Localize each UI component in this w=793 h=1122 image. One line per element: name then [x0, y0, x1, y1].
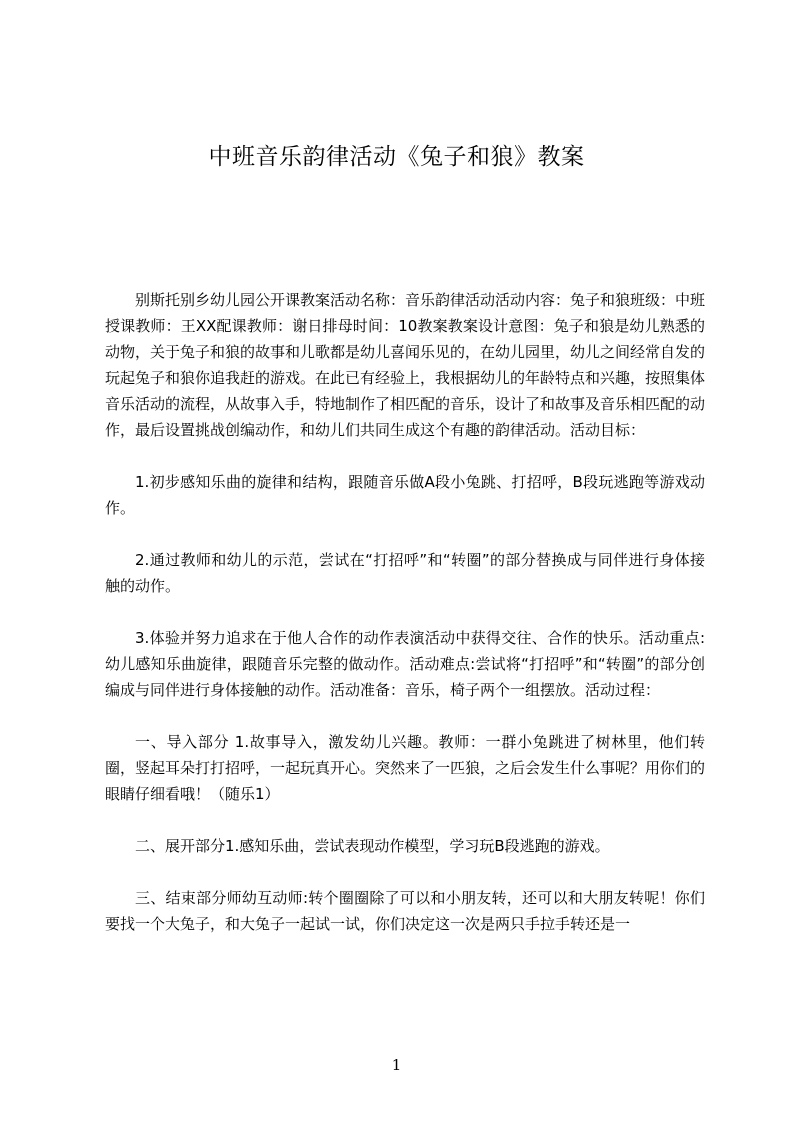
document-body	[105, 287, 705, 937]
paragraph-goal-1: 1.初步感知乐曲的旋律和结构，跟随音乐做A段小兔跳、打招呼，B段玩逃跑等游戏动作。	[105, 473, 705, 517]
page-title: 中班音乐韵律活动《兔子和狼》教案	[208, 144, 585, 170]
paragraph-goal-3: 3.体验并努力追求在于他人合作的动作表演活动中获得交往、合作的快乐。活动重点:幼儿感知乐曲旋律，跟随音乐完整的做动作。活动难点:尝试将“打招呼”和“转圈”的部分创编成与同伴进行身体接触的动作。活动准备：音乐，椅子两个一组摆放。活动过程：	[105, 629, 705, 699]
paragraph-process-3: 三、结束部分师幼互动师:转个圈圈除了可以和小朋友转，还可以和大朋友转呢！你们要找一个大兔子，和大兔子一起试一试，你们决定这一次是两只手拉手转还是一	[105, 889, 705, 933]
paragraph-goal-2: 2.通过教师和幼儿的示范，尝试在“打招呼”和“转圈”的部分替换成与同伴进行身体接触的动作。	[105, 551, 705, 595]
paragraph-process-1: 一、导入部分 1.故事导入，激发幼儿兴趣。教师：一群小兔跳进了树林里，他们转圈，竖起耳朵打打招呼，一起玩真开心。突然来了一匹狼，之后会发生什么事呢？用你们的眼睛仔细看哦！（随乐1）	[105, 733, 706, 803]
page-number: 1	[391, 1056, 402, 1074]
paragraph-intro: 别斯托别乡幼儿园公开课教案活动名称：音乐韵律活动活动内容：兔子和狼班级：中班授课教师：王XX配课教师：谢日排母时间：10教案教案设计意图：兔子和狼是幼儿熟悉的动物，关于兔子和狼的故事和儿歌都是幼儿喜闻乐见的，在幼儿园里，幼儿之间经常自发的玩起兔子和狼你追我赶的游戏。在此已有经验上，我根据幼儿的年龄特点和兴趣，按照集体音乐活动的流程，从故事入手，特地制作了相匹配的音乐，设计了和故事及音乐相匹配的动作，最后设置挑战创编动作，和幼儿们共同生成这个有趣的韵律活动。活动目标：	[105, 291, 706, 439]
paragraph-process-2: 二、展开部分1.感知乐曲，尝试表现动作模型，学习玩B段逃跑的游戏。	[135, 837, 610, 855]
